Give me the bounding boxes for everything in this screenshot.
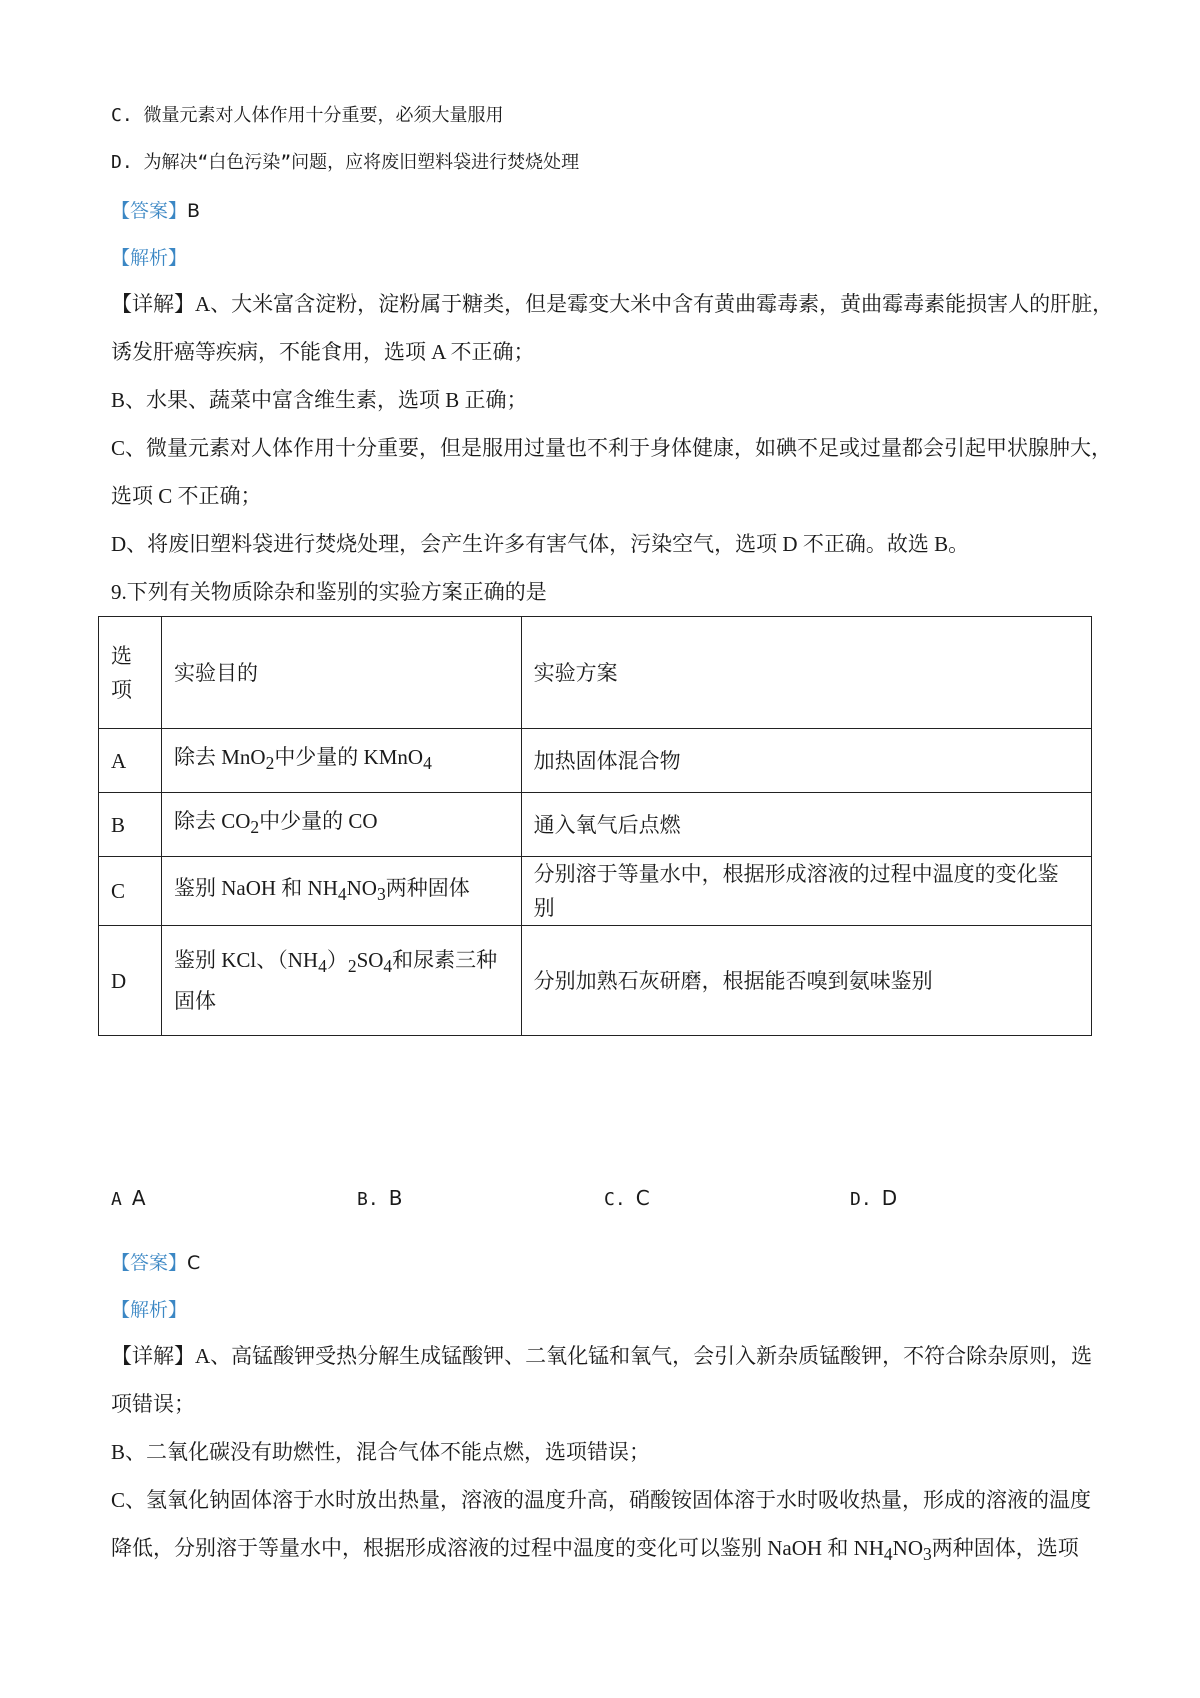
purpose-text: 中少量的 KMnO <box>274 745 424 770</box>
q9-table <box>98 616 1092 1036</box>
q9-options <box>111 1186 1111 1216</box>
q8-detail-line: 选项 C 不正确； <box>111 484 262 508</box>
row-option: B <box>99 793 162 857</box>
q8-option-c: C. 微量元素对人体作用十分重要，必须大量服用 <box>111 105 504 126</box>
table-row <box>99 729 1092 793</box>
row-method: 通入氧气后点燃 <box>521 793 1091 857</box>
q9-detail-line: B、二氧化碳没有助燃性，混合气体不能点燃，选项错误； <box>111 1440 651 1464</box>
row-purpose <box>161 793 521 857</box>
q9-detail-line: C、氢氧化钠固体溶于水时放出热量，溶液的温度升高，硝酸铵固体溶于水时吸收热量，形成的溶液的温度 <box>111 1488 1092 1512</box>
option-b <box>357 1186 402 1211</box>
q8-detail-line: 【详解】A、大米富含淀粉，淀粉属于糖类，但是霉变大米中含有黄曲霉毒素，黄曲霉毒素能损害人的肝脏， <box>111 292 1114 316</box>
purpose-text-line2: 固体 <box>173 988 216 1013</box>
answer-tag: 【答案】 <box>111 200 188 222</box>
table-row <box>99 857 1092 926</box>
answer-value: C <box>187 1252 201 1274</box>
answer-value: B <box>187 200 201 222</box>
row-purpose <box>161 926 521 1036</box>
option-value: A <box>131 1186 146 1210</box>
row-method: 分别加熟石灰研磨，根据能否嗅到氨味鉴别 <box>521 926 1091 1036</box>
row-purpose <box>161 729 521 793</box>
subscript: 4 <box>383 956 393 977</box>
purpose-text: 鉴别 NaOH 和 NH <box>173 875 338 900</box>
purpose-text: ） <box>326 948 348 973</box>
q9-answer <box>111 1248 200 1277</box>
q9-detail-line: 【详解】A、高锰酸钾受热分解生成锰酸钾、二氧化锰和氧气，会引入新杂质锰酸钾，不符合除杂原则，选 <box>111 1344 1093 1368</box>
subscript: 3 <box>923 1544 932 1565</box>
detail-text: NO <box>892 1536 923 1560</box>
detail-text: 两种固体，选项 <box>931 1536 1079 1560</box>
table-row <box>99 926 1092 1036</box>
q9-stem: 9.下列有关物质除杂和鉴别的实验方案正确的是 <box>111 580 547 604</box>
q8-detail-line: C、微量元素对人体作用十分重要，但是服用过量也不利于身体健康，如碘不足或过量都会引起甲状腺肿大， <box>111 436 1113 460</box>
answer-tag: 【答案】 <box>111 1252 188 1274</box>
purpose-text: 鉴别 KCl、（NH <box>173 948 319 973</box>
row-method: 分别溶于等量水中，根据形成溶液的过程中温度的变化鉴别 <box>521 857 1091 926</box>
row-method: 加热固体混合物 <box>521 729 1091 793</box>
subscript: 4 <box>318 956 327 977</box>
option-label: A <box>111 1189 122 1210</box>
option-label: B. <box>357 1189 379 1210</box>
q8-option-d: D. 为解决“白色污染”问题，应将废旧塑料袋进行焚烧处理 <box>111 152 580 173</box>
table-header-row <box>99 617 1092 729</box>
q8-detail-line: 诱发肝癌等疾病，不能食用，选项 A 不正确； <box>111 340 535 364</box>
purpose-text: 和尿素三种 <box>392 948 498 973</box>
subscript: 4 <box>883 1544 893 1565</box>
row-option: C <box>99 857 162 926</box>
subscript: 2 <box>265 753 275 774</box>
option-c <box>604 1186 650 1211</box>
analysis-tag: 【解析】 <box>111 247 188 269</box>
subscript: 4 <box>337 884 347 905</box>
q8-detail-line: B、水果、蔬菜中富含维生素，选项 B 正确； <box>111 388 528 412</box>
purpose-text: 两种固体 <box>385 875 470 900</box>
row-option: A <box>99 729 162 793</box>
header-method: 实验方案 <box>521 617 1091 729</box>
option-a <box>111 1186 146 1211</box>
option-label: D. <box>850 1189 872 1210</box>
purpose-text: SO <box>356 948 384 973</box>
option-label: C. <box>604 1189 626 1210</box>
header-purpose: 实验目的 <box>161 617 521 729</box>
row-purpose <box>161 857 521 926</box>
subscript: 2 <box>250 817 260 838</box>
option-value: B <box>388 1186 403 1210</box>
q9-detail-line: 项错误； <box>111 1392 195 1416</box>
purpose-text: NO <box>346 875 377 900</box>
row-option: D <box>99 926 162 1036</box>
header-option-line1: 选 <box>111 643 132 668</box>
table-row <box>99 793 1092 857</box>
option-value: D <box>881 1186 898 1210</box>
option-d <box>850 1186 897 1211</box>
q8-answer <box>111 196 200 225</box>
analysis-tag: 【解析】 <box>111 1299 188 1321</box>
q9-detail-line <box>111 1534 1079 1568</box>
subscript: 3 <box>376 884 386 905</box>
q9-analysis <box>111 1295 187 1324</box>
q8-detail-line: D、将废旧塑料袋进行焚烧处理，会产生许多有害气体，污染空气，选项 D 不正确。故选 B。 <box>111 532 970 556</box>
header-option-line2: 项 <box>111 677 132 702</box>
purpose-text: 除去 CO <box>173 809 251 834</box>
detail-text: 降低，分别溶于等量水中，根据形成溶液的过程中温度的变化可以鉴别 NaOH 和 NH <box>111 1536 884 1560</box>
subscript: 4 <box>423 753 432 774</box>
purpose-text: 除去 MnO <box>173 745 266 770</box>
purpose-text: 中少量的 CO <box>259 809 378 834</box>
header-option <box>99 617 162 729</box>
option-value: C <box>635 1186 650 1210</box>
subscript: 2 <box>347 956 357 977</box>
q8-analysis <box>111 243 187 272</box>
